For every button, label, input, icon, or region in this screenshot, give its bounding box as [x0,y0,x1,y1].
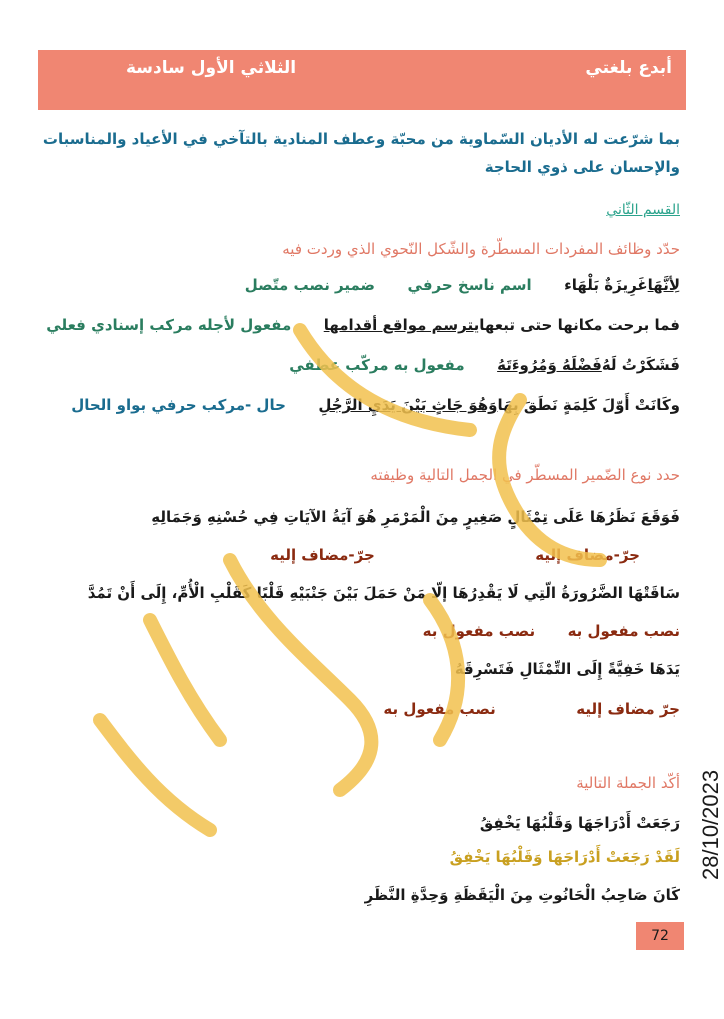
part-two-heading: القسم الثّاني [606,202,680,218]
header-title: أبدع بلغتي [585,58,672,78]
underlined-phrase: فَضْلَهُ وَمُرُوءَتَهُ [497,356,602,374]
header-level: الثلاثي الأول سادسة [126,58,297,78]
exercise-2-answers-3 [383,700,680,718]
answer: نصب مفعول به [422,622,536,640]
sentence-text: وكَانَتْ أَوّلَ كَلِمَةٍ نَطَقَ بِهَا [497,396,680,414]
exercise-3-answer: لَقَدْ رَجَعَتْ أَدْرَاجَهَا وَقَلْبُهَا يَخْفِقُ [449,848,680,866]
underlined-phrase: يترسم مواقع أقدامها [323,316,480,334]
watermark-stroke [300,330,470,430]
exercise-2-sentence-3: يَدَهَا خَفِيَّةً إِلَى التِّمْثَالِ فَتَسْرِقَهُ [454,660,680,678]
answer: حال -مركب حرفي بواو الحال [71,396,286,414]
exercise-1-row-1 [245,276,680,294]
exercise-2-heading: حدد نوع الضّمير المسطّر في الجمل التالية وظيفته [370,466,680,484]
page-header [38,50,686,110]
sentence-text: غَرِيزَةٌ بَلْهَاء [564,276,648,294]
intro-line-2: والإحسان على ذوي الحاجة [484,158,680,176]
exercise-3-next-sentence: كَانَ صَاحِبُ الْحَانُوتِ مِنَ الْيَقَظَةِ وَحِدَّةِ النَّظَرِ [364,886,680,904]
exercise-2-answers-1 [270,546,640,564]
exercise-3-sentence: رَجَعَتْ أَدْرَاجَهَا وَقَلْبُهَا يَخْفِقُ [479,814,680,832]
answer: جرّ-مضاف إليه [270,546,375,564]
answer: ضمير نصب متّصل [244,276,376,294]
watermark-stroke [150,620,220,740]
page-number: 72 [636,922,684,950]
exercise-1-row-4 [71,396,680,414]
exercise-2-sentence-2: سَاقَتْهَا الضَّرُورَةُ الّتِي لَا يَقْدِرُهَا إلّا مَنْ حَمَلَ بَيْنَ جَنْبَيْهِ قَلْبًا كَقَلْبِ الْأُمِّ، إِلَى أَنْ تَمُدَّ [87,584,680,602]
answer: جرّ مضاف إليه [576,700,680,718]
underlined-phrase: وَهُوَ جَاثٍ بَيْنَ يَدَيِ الرَّجُلِ [318,396,498,414]
underlined-word: لِأنَّهَا [647,276,680,294]
answer: نصب مفعول به [383,700,496,718]
answer: مفعول لأجله مركب إسنادي فعلي [46,316,292,334]
exercise-1-row-2 [46,316,680,334]
intro-line-1: بما شرّعت له الأديان السّماوية من محبّة وعطف المنادية بالتآخي في الأعياد والمناسبات [42,130,680,148]
watermark-stroke [100,720,210,830]
answer: جرّ-مضاف إليه [535,546,640,564]
sentence-text: فَشَكَرْتُ لَهُ [601,356,680,374]
sentence-text: فما برحت مكانها حتى تبعها [479,316,680,334]
date-stamp: 28/10/2023 [698,769,723,880]
answer: مفعول به مركّب عطفي [289,356,465,374]
exercise-1-row-3 [289,356,680,374]
answer: اسم ناسخ حرفي [407,276,532,294]
exercise-1-heading: حدّد وظائف المفردات المسطّرة والشّكل النّحوي الذي وردت فيه [282,240,680,258]
exercise-3-heading: أكّد الجملة التالية [576,774,680,792]
answer: نصب مفعول به [567,622,680,640]
exercise-2-sentence-1: فَوَقَعَ نَظَرُهَا عَلَى تِمْثَالٍ صَغِيرٍ مِنَ الْمَرْمَرِ هُوَ آيَةُ الآيَاتِ فِي حُسْنِهِ وَجَمَالِهِ [151,508,680,526]
exercise-2-answers-2 [423,622,680,640]
